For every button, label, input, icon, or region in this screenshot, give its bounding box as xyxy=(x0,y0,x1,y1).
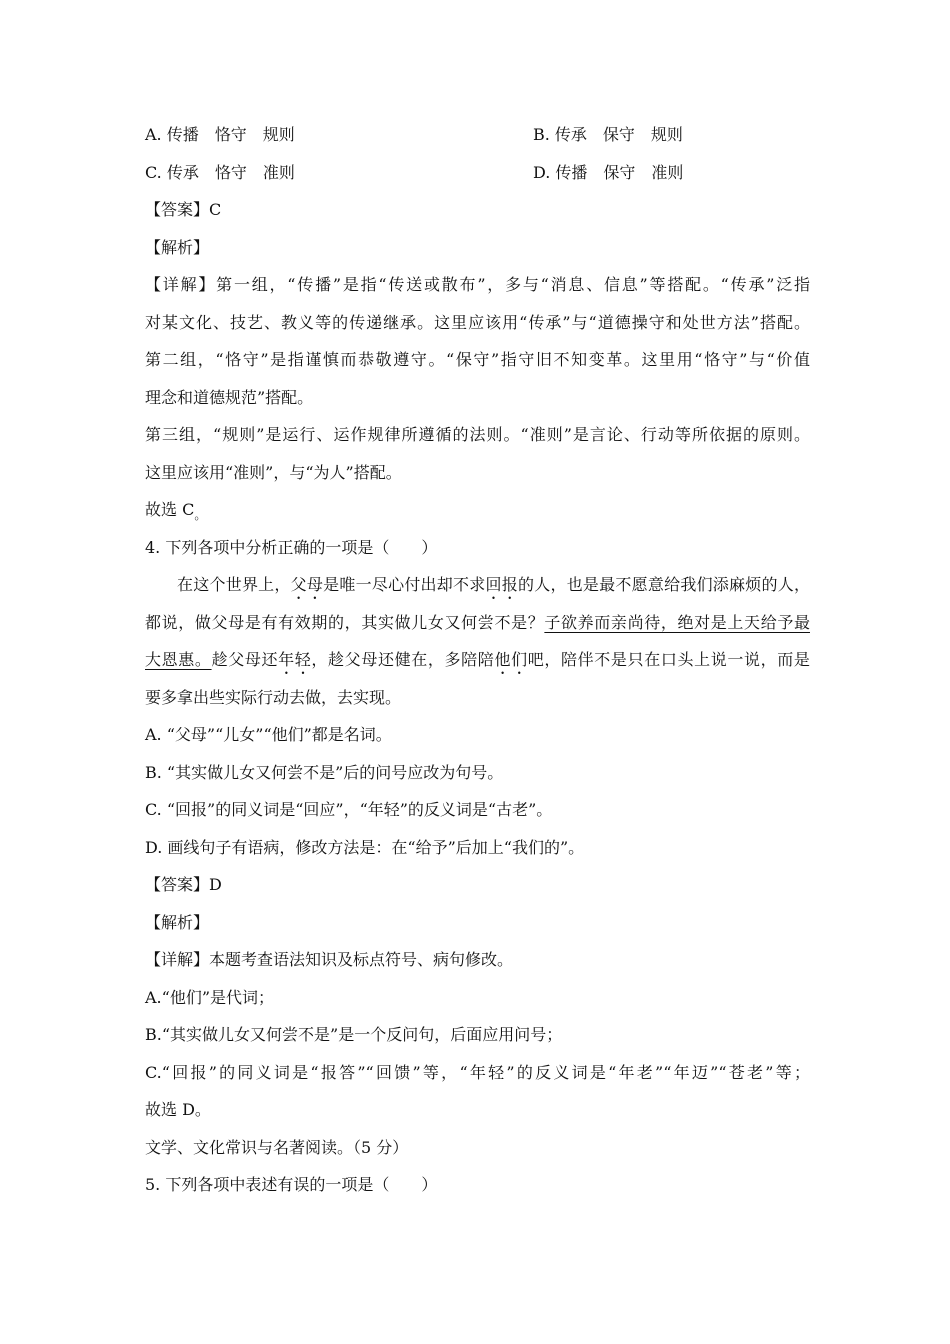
q3-options-row-2 xyxy=(145,154,810,192)
q3-detail-line-5: 第三组，“规则”是运行、运作规律所遵循的法则。“准则”是言论、行动等所依据的原则。 xyxy=(145,425,810,444)
q4-analysis-label: 【解析】 xyxy=(145,912,210,932)
passage-text: 都说，做父母是有有效期的，其实做儿女又何尝不是？ xyxy=(145,612,545,632)
q4-detail-line-3: B.“其实做儿女又何尝不是”是一个反问句，后面应用问号； xyxy=(145,1025,563,1044)
q3-option-a: A. 传播 恪守 规则 xyxy=(145,125,295,144)
q3-detail-line-4: 理念和道德规范”搭配。 xyxy=(145,387,314,407)
emphasized-word-repay: 回报 xyxy=(485,575,518,594)
section-title: 文学、文化常识与名著阅读。（5 分） xyxy=(145,1137,409,1157)
q3-detail-line-3: 第二组，“恪守”是指谨慎而恭敬遵守。“保守”指守旧不知变革。这里用“恪守”与“价值 xyxy=(145,350,810,369)
underlined-sentence: 子欲养而亲尚待，绝对是上天给予最 xyxy=(544,612,810,632)
passage-text: ，趁父母还健在，多陪陪 xyxy=(311,650,495,669)
document-page xyxy=(145,116,810,1204)
emphasized-word-them: 他们 xyxy=(494,650,528,669)
q4-stem: 4. 下列各项中分析正确的一项是（ ） xyxy=(145,537,438,557)
q5-stem: 5. 下列各项中表述有误的一项是（ ） xyxy=(145,1175,438,1194)
passage-text: 趁父母还 xyxy=(211,650,279,669)
passage-text: 是唯一尽心付出却不求 xyxy=(323,575,486,594)
q3-option-b: B. 传承 保守 规则 xyxy=(533,125,683,144)
q4-detail-line-1: 【详解】本题考查语法知识及标点符号、病句修改。 xyxy=(145,950,514,969)
q3-detail-line-1: 【详解】第一组，“传播”是指“传送或散布”，多与“消息、信息”等搭配。“传承”泛指 xyxy=(145,275,810,294)
q4-detail-line-4: C.“回报”的同义词是“报答”“回馈”等，“年轻”的反义词是“年老”“年迈”“苍老”等； xyxy=(145,1062,810,1082)
q3-analysis-label: 【解析】 xyxy=(145,237,210,257)
q3-conclusion-text: 故选 C xyxy=(145,500,195,519)
q3-detail-line-6: 这里应该用“准则”，与“为人”搭配。 xyxy=(145,462,402,482)
q4-detail-line-5: 故选 D。 xyxy=(145,1100,211,1119)
q4-answer: 【答案】D xyxy=(145,875,222,894)
q3-detail-line-2: 对某文化、技艺、教义等的传递继承。这里应该用“传承”与“道德操守和处世方法”搭配。 xyxy=(145,312,810,332)
q4-passage-line-3 xyxy=(145,641,810,679)
q4-passage-line-4: 要多拿出些实际行动去做，去实现。 xyxy=(145,687,402,707)
q3-option-c: C. 传承 恪守 准则 xyxy=(145,162,295,182)
q4-option-a: A. “父母”“儿女”“他们”都是名词。 xyxy=(145,725,392,744)
q3-option-d: D. 传播 保守 准则 xyxy=(533,162,684,182)
q3-answer: 【答案】C xyxy=(145,200,222,219)
emphasized-word-parents: 父母 xyxy=(290,575,324,594)
q4-option-b: B. “其实做儿女又何尝不是”后的问号应改为句号。 xyxy=(145,762,504,782)
emphasized-word-young: 年轻 xyxy=(278,650,312,669)
passage-text: 吧，陪伴不是只在口头上说一说，而是 xyxy=(527,650,810,669)
q4-passage-line-2 xyxy=(145,604,810,642)
q4-detail-line-2: A.“他们”是代词； xyxy=(145,987,275,1007)
q3-options-row-1 xyxy=(145,116,810,154)
passage-text: 在这个世界上， xyxy=(177,575,291,594)
q4-option-d: D. 画线句子有语病，修改方法是：在“给予”后加上“我们的”。 xyxy=(145,837,585,857)
underlined-sentence: 大恩惠。 xyxy=(145,650,212,669)
q3-conclusion-period: 。 xyxy=(194,508,207,522)
q3-conclusion xyxy=(145,491,810,529)
q4-passage-line-1 xyxy=(145,566,810,604)
q4-option-c: C. “回报”的同义词是“回应”，“年轻”的反义词是“古老”。 xyxy=(145,800,553,819)
passage-text: 的人，也是最不愿意给我们添麻烦的人， xyxy=(517,575,810,594)
